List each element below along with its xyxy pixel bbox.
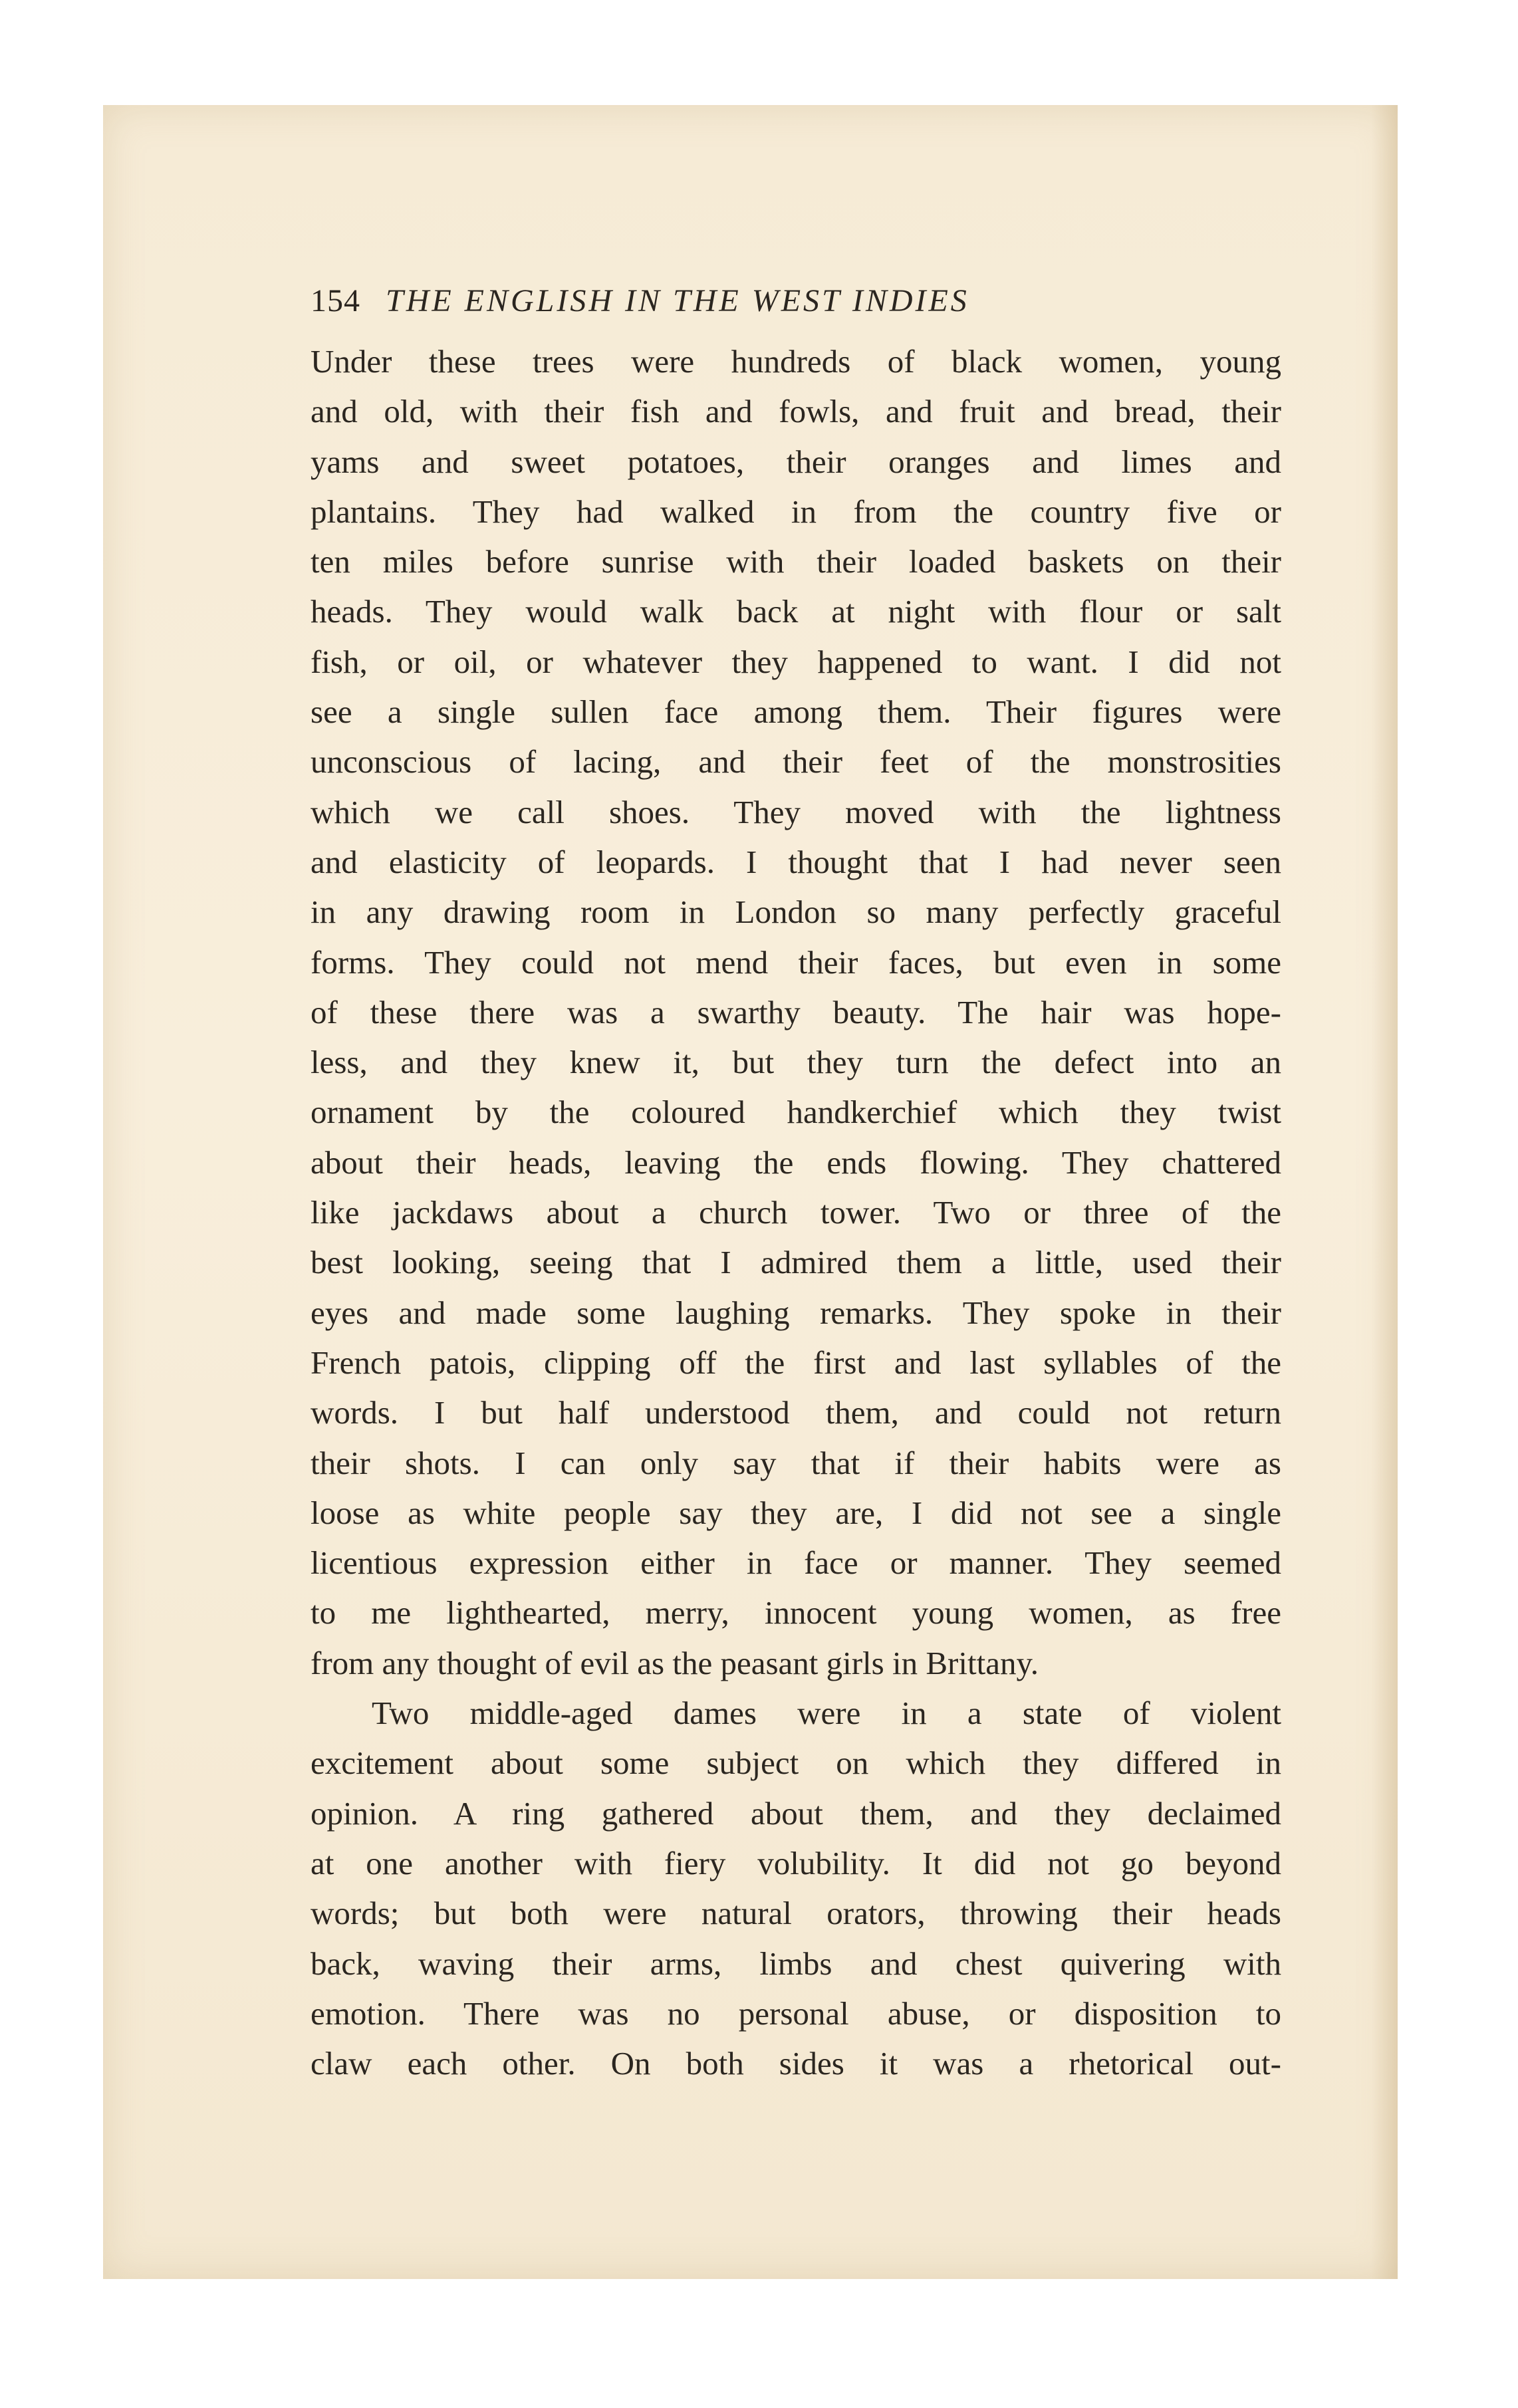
text-line: French patois, clipping off the first and last syllables of the	[311, 1344, 1281, 1381]
text-line: forms. They could not mend their faces, but even in some	[311, 943, 1281, 981]
text-line: at one another with fiery volubility. It did not go beyond	[311, 1844, 1281, 1881]
text-line: loose as white people say they are, I did not see a single	[311, 1494, 1281, 1531]
page-number: 154	[311, 283, 360, 318]
text-line: heads. They would walk back at night with flour or salt	[311, 593, 1281, 630]
text-line: ornament by the coloured handkerchief which they twist	[311, 1094, 1281, 1131]
text-line: words. I but half understood them, and could not return	[311, 1394, 1281, 1431]
text-line: like jackdaws about a church tower. Two or three of the	[311, 1194, 1281, 1231]
text-line: less, and they knew it, but they turn the defect into an	[311, 1044, 1281, 1081]
text-line: in any drawing room in London so many perfectly graceful	[311, 894, 1281, 931]
text-line: see a single sullen face among them. Their figures were	[311, 693, 1281, 731]
text-line: plantains. They had walked in from the country five or	[311, 493, 1281, 530]
text-line: fish, or oil, or whatever they happened to want. I did not	[311, 643, 1281, 680]
text-line: emotion. There was no personal abuse, or disposition to	[311, 1994, 1281, 2032]
text-line: of these there was a swarthy beauty. The hair was hope-	[311, 993, 1281, 1030]
book-page	[103, 105, 1398, 2279]
running-title: THE ENGLISH IN THE WEST INDIES	[386, 283, 969, 318]
text-line: about their heads, leaving the ends flowing. They chattered	[311, 1144, 1281, 1181]
text-line: to me lighthearted, merry, innocent young women, as free	[311, 1594, 1281, 1631]
text-line: best looking, seeing that I admired them a little, used their	[311, 1244, 1281, 1281]
text-line: ten miles before sunrise with their loaded baskets on their	[311, 543, 1281, 580]
text-line: and elasticity of leopards. I thought that I had never seen	[311, 843, 1281, 880]
text-line: excitement about some subject on which they differed in	[311, 1745, 1281, 1782]
paragraph-end-line: from any thought of evil as the peasant girls in Brittany.	[311, 1644, 1039, 1681]
text-line: yams and sweet potatoes, their oranges and limes and	[311, 443, 1281, 480]
body-text	[311, 336, 1281, 2088]
paragraph-start-line: Two middle-aged dames were in a state of violent	[372, 1695, 1281, 1732]
text-line: words; but both were natural orators, throwing their heads	[311, 1895, 1281, 1932]
text-line: unconscious of lacing, and their feet of the monstrosities	[311, 743, 1281, 781]
page-header	[311, 275, 1281, 328]
text-line: their shots. I can only say that if their habits were as	[311, 1444, 1281, 1481]
text-line: back, waving their arms, limbs and chest quivering with	[311, 1945, 1281, 1982]
text-line: licentious expression either in face or manner. They seemed	[311, 1544, 1281, 1582]
text-line: and old, with their fish and fowls, and fruit and bread, their	[311, 393, 1281, 430]
text-line: opinion. A ring gathered about them, and they declaimed	[311, 1794, 1281, 1832]
text-line: Under these trees were hundreds of black women, young	[311, 343, 1281, 380]
text-line: claw each other. On both sides it was a rhetorical out-	[311, 2045, 1281, 2082]
text-line: eyes and made some laughing remarks. They spoke in their	[311, 1294, 1281, 1331]
text-line: which we call shoes. They moved with the lightness	[311, 793, 1281, 830]
